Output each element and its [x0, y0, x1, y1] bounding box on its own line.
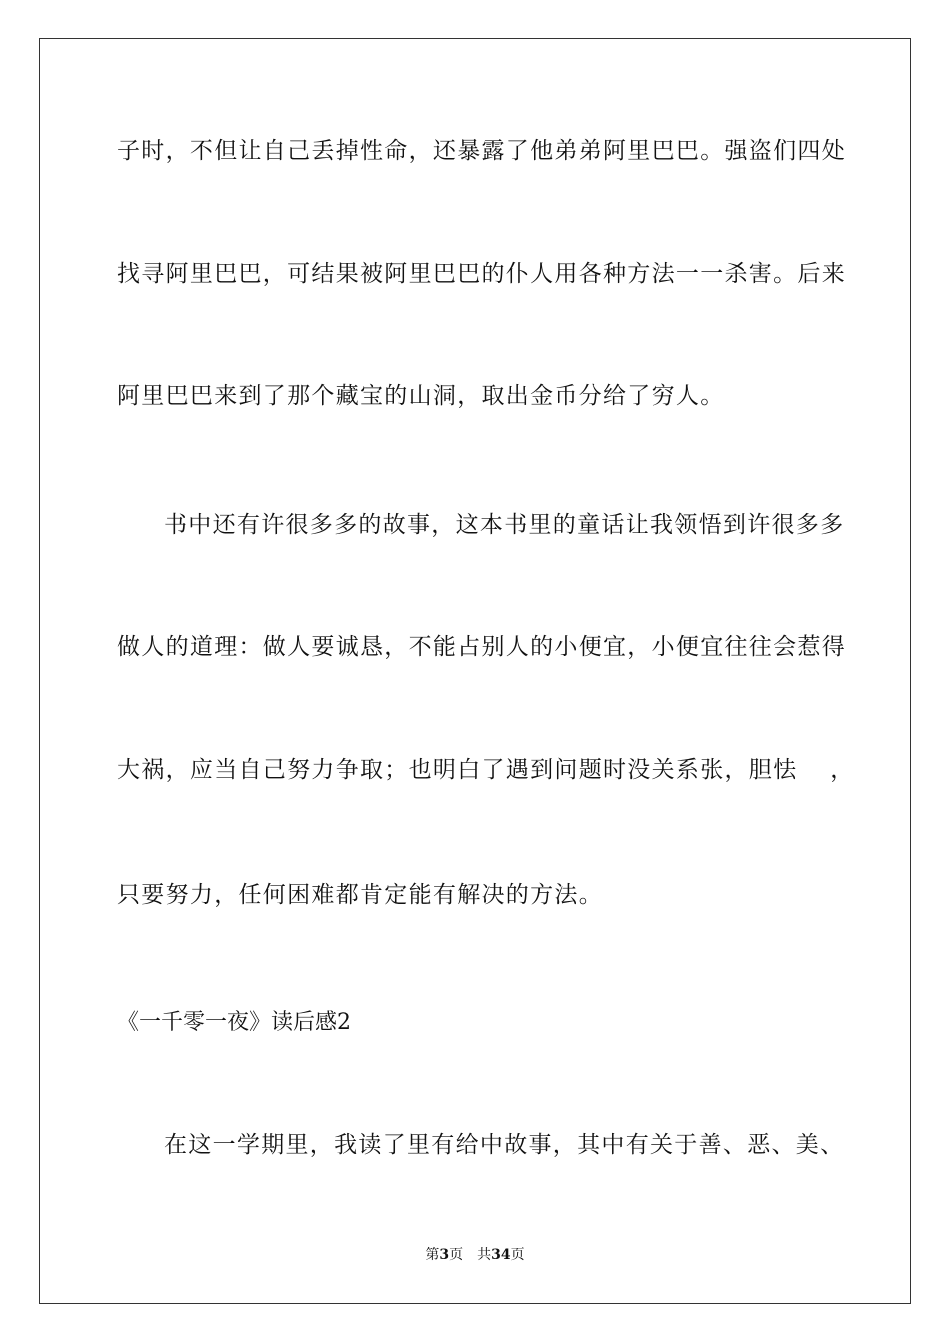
- page-footer: [0, 1245, 950, 1265]
- body-text-line-1: 子时，不但让自己丢掉性命，还暴露了他弟弟阿里巴巴。强盗们四处: [117, 138, 846, 164]
- body-text-line-6: 大祸，应当自己努力争取；也明白了遇到问题时没关系张，胆怯 ，: [117, 757, 855, 783]
- footer-total-prefix: 共: [477, 1247, 492, 1263]
- footer-page-suffix: 页: [449, 1247, 464, 1263]
- footer-page-total: 34: [491, 1247, 511, 1263]
- footer-total-suffix: 页: [510, 1247, 525, 1263]
- body-text-line-2: 找寻阿里巴巴，可结果被阿里巴巴的仆人用各种方法一一杀害。后来: [117, 261, 846, 287]
- body-text-line-7: 只要努力，任何困难都肯定能有解决的方法。: [117, 882, 603, 908]
- footer-page-prefix: 第: [425, 1247, 440, 1263]
- page-border: [39, 38, 911, 1304]
- body-text-line-3: 阿里巴巴来到了那个藏宝的山洞，取出金币分给了穷人。: [117, 383, 725, 409]
- body-text-line-5: 做人的道理：做人要诚恳，不能占别人的小便宜，小便宜往往会惹得: [117, 634, 846, 660]
- section-heading: 《一千零一夜》读后感2: [117, 1010, 351, 1035]
- footer-page-current: 3: [439, 1247, 450, 1263]
- body-text-line-4: 书中还有许很多多的故事，这本书里的童话让我领悟到许很多多: [164, 512, 845, 538]
- body-text-line-8: 在这一学期里，我读了里有给中故事，其中有关于善、恶、美、: [164, 1132, 845, 1158]
